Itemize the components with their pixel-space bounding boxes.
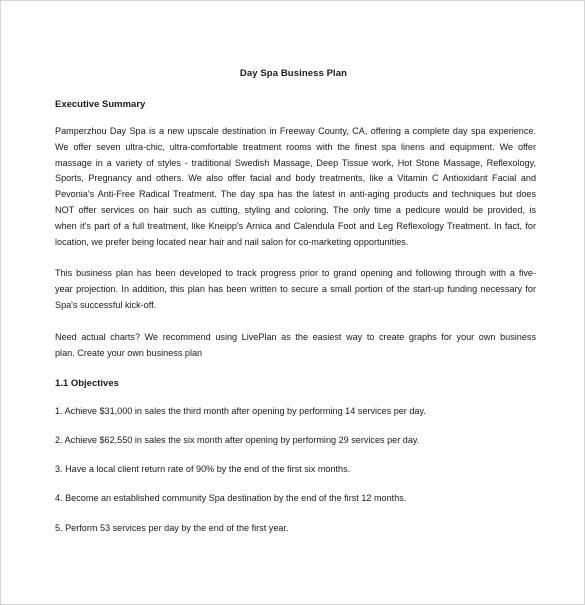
paragraph-line: year projection. In addition, this plan has been written to secure a small portion of the start-up funding necessary for xyxy=(55,283,536,294)
paragraph-line: Pevonia's Anti-Free Radical Treatment. The day spa has the latest in anti-aging products and techniques but does xyxy=(55,189,536,200)
paragraph-line: massage in a variety of styles - traditional Swedish Massage, Deep Tissue work, Hot Stone Massage, Reflexology, xyxy=(55,157,536,168)
executive-summary-paragraph-3 xyxy=(55,330,536,362)
executive-summary-heading: Executive Summary xyxy=(55,99,146,110)
objective-item: 3. Have a local client return rate of 90% by the end of the first six months. xyxy=(55,464,351,474)
paragraph-line: when it's part of a full treatment, like Kneipp's Arnica and Calendula Foot and Leg Reflexology Treatment. In fact, for xyxy=(55,220,536,231)
paragraph-line: NOT offer services on hair such as cutting, styling and coloring. The only time a pedicure would be provided, is xyxy=(55,204,536,215)
paragraph-line: location, we prefer being located near hair and nail salon for co-marketing opportunities. xyxy=(55,236,409,247)
executive-summary-paragraph-2 xyxy=(55,266,536,313)
objective-item: 4. Become an established community Spa destination by the end of the first 12 months. xyxy=(55,493,407,503)
paragraph-line: Need actual charts? We recommend using LivePlan as the easiest way to create graphs for your own business xyxy=(55,332,536,342)
paragraph-line: Pamperzhou Day Spa is a new upscale destination in Freeway County, CA, offering a complete day spa experience. xyxy=(55,126,536,136)
objective-item: 2. Achieve $62,550 in sales the six month after opening by performing 29 services per day. xyxy=(55,435,420,445)
objectives-heading: 1.1 Objectives xyxy=(55,378,119,389)
objective-item: 1. Achieve $31,000 in sales the third month after opening by performing 14 services per day. xyxy=(55,406,426,416)
paragraph-line: Sports, Pregnancy and others. We also offer facial and body treatments, like a Vitamin C Antioxidant Facial and xyxy=(55,173,536,184)
paragraph-line: plan. Create your own business plan xyxy=(55,347,203,358)
paragraph-line: This business plan has been developed to track progress prior to grand opening and following through with a five- xyxy=(55,268,536,278)
objective-item: 5. Perform 53 services per day by the end of the first year. xyxy=(55,523,289,533)
document-title: Day Spa Business Plan xyxy=(239,68,348,79)
paragraph-line: Spa's successful kick-off. xyxy=(55,299,157,310)
paragraph-line: We offer seven ultra-chic, ultra-comfortable treatment rooms with the finest spa linens and equipment. We offer xyxy=(55,141,536,152)
executive-summary-paragraph-1 xyxy=(55,124,536,250)
